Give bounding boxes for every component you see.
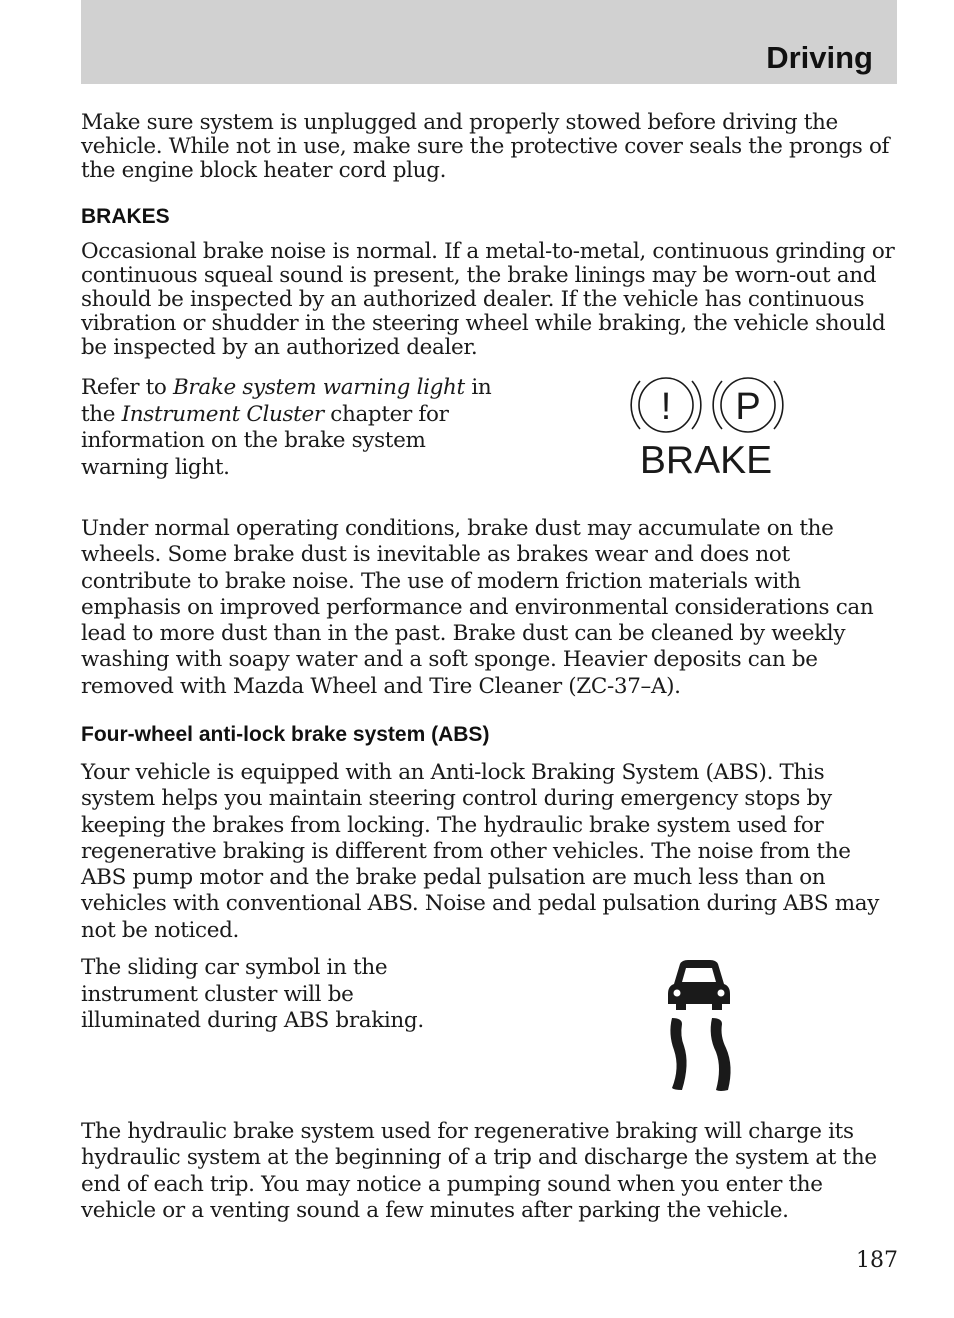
regenerative-braking-paragraph: The hydraulic brake system used for regenerative braking will charge its hydraulic system at the beginning of a trip and discharge the system at the end of each trip. You may notice a pumping sound when you enter the vehicle or a venting sound a few minutes after parking the vehicle. — [81, 1119, 877, 1223]
parking-letter: P — [735, 386, 761, 428]
header-band — [81, 0, 897, 84]
brake-dust-paragraph: Under normal operating conditions, brake dust may accumulate on the wheels. Some brake dust is inevitable as brakes wear and does not contribute to brake noise. The use of modern friction materials with emphasis on improved performance and environmental considerations can lead to more dust than in the past. Brake dust can be cleaned by weekly washing with soapy water and a soft sponge. Heavier deposits can be removed with Mazda Wheel and Tire Cleaner (ZC-37–A). — [81, 516, 874, 699]
abs-heading: Four-wheel anti-lock brake system (ABS) — [81, 723, 490, 746]
refer-suffix: chapter for information on the brake system warning light. — [81, 401, 449, 480]
car-body — [668, 960, 730, 1010]
brake-warning-icon — [630, 372, 790, 482]
sliding-car-paragraph: The sliding car symbol in the instrument cluster will be illuminated during ABS braking. — [81, 955, 424, 1033]
right-skid-mark — [711, 1018, 731, 1091]
left-skid-mark — [670, 1018, 686, 1090]
exclamation-mark: ! — [660, 386, 672, 428]
page-number: 187 — [856, 1248, 898, 1273]
brakes-heading: BRAKES — [81, 205, 170, 228]
sliding-car-icon — [660, 958, 740, 1094]
refer-prefix: Refer to — [81, 375, 173, 400]
brakes-paragraph: Occasional brake noise is normal. If a metal-to-metal, continuous grinding or continuous squeal sound is present, the brake linings may be worn-out and should be inspected by an authorized dealer. If the vehicle has continuous vibration or shudder in the steering wheel while braking, the vehicle should be inspected by an authorized dealer. — [81, 239, 895, 360]
brake-label: BRAKE — [639, 439, 773, 482]
abs-paragraph: Your vehicle is equipped with an Anti-lock Braking System (ABS). This system helps you maintain steering control during emergency stops by keeping the brakes from locking. The hydraulic brake system used for regenerative braking is different from other vehicles. The noise from the ABS pump motor and the brake pedal pulsation are much less than on vehicles with conventional ABS. Noise and pedal pulsation during ABS may not be noticed. — [81, 760, 880, 943]
car-windshield — [682, 968, 716, 982]
refer-link-warning-light: Brake system warning light — [172, 375, 465, 400]
refer-middle: in the — [81, 375, 492, 427]
section-title: Driving — [766, 40, 873, 75]
intro-paragraph: Make sure system is unplugged and properly stowed before driving the vehicle. While not in use, make sure the protective cover seals the prongs of the engine block heater cord plug. — [81, 110, 890, 183]
car-left-light — [674, 990, 681, 997]
brake-warning-reference — [81, 375, 501, 481]
refer-link-instrument-cluster: Instrument Cluster — [121, 401, 324, 427]
car-right-light — [718, 990, 725, 997]
